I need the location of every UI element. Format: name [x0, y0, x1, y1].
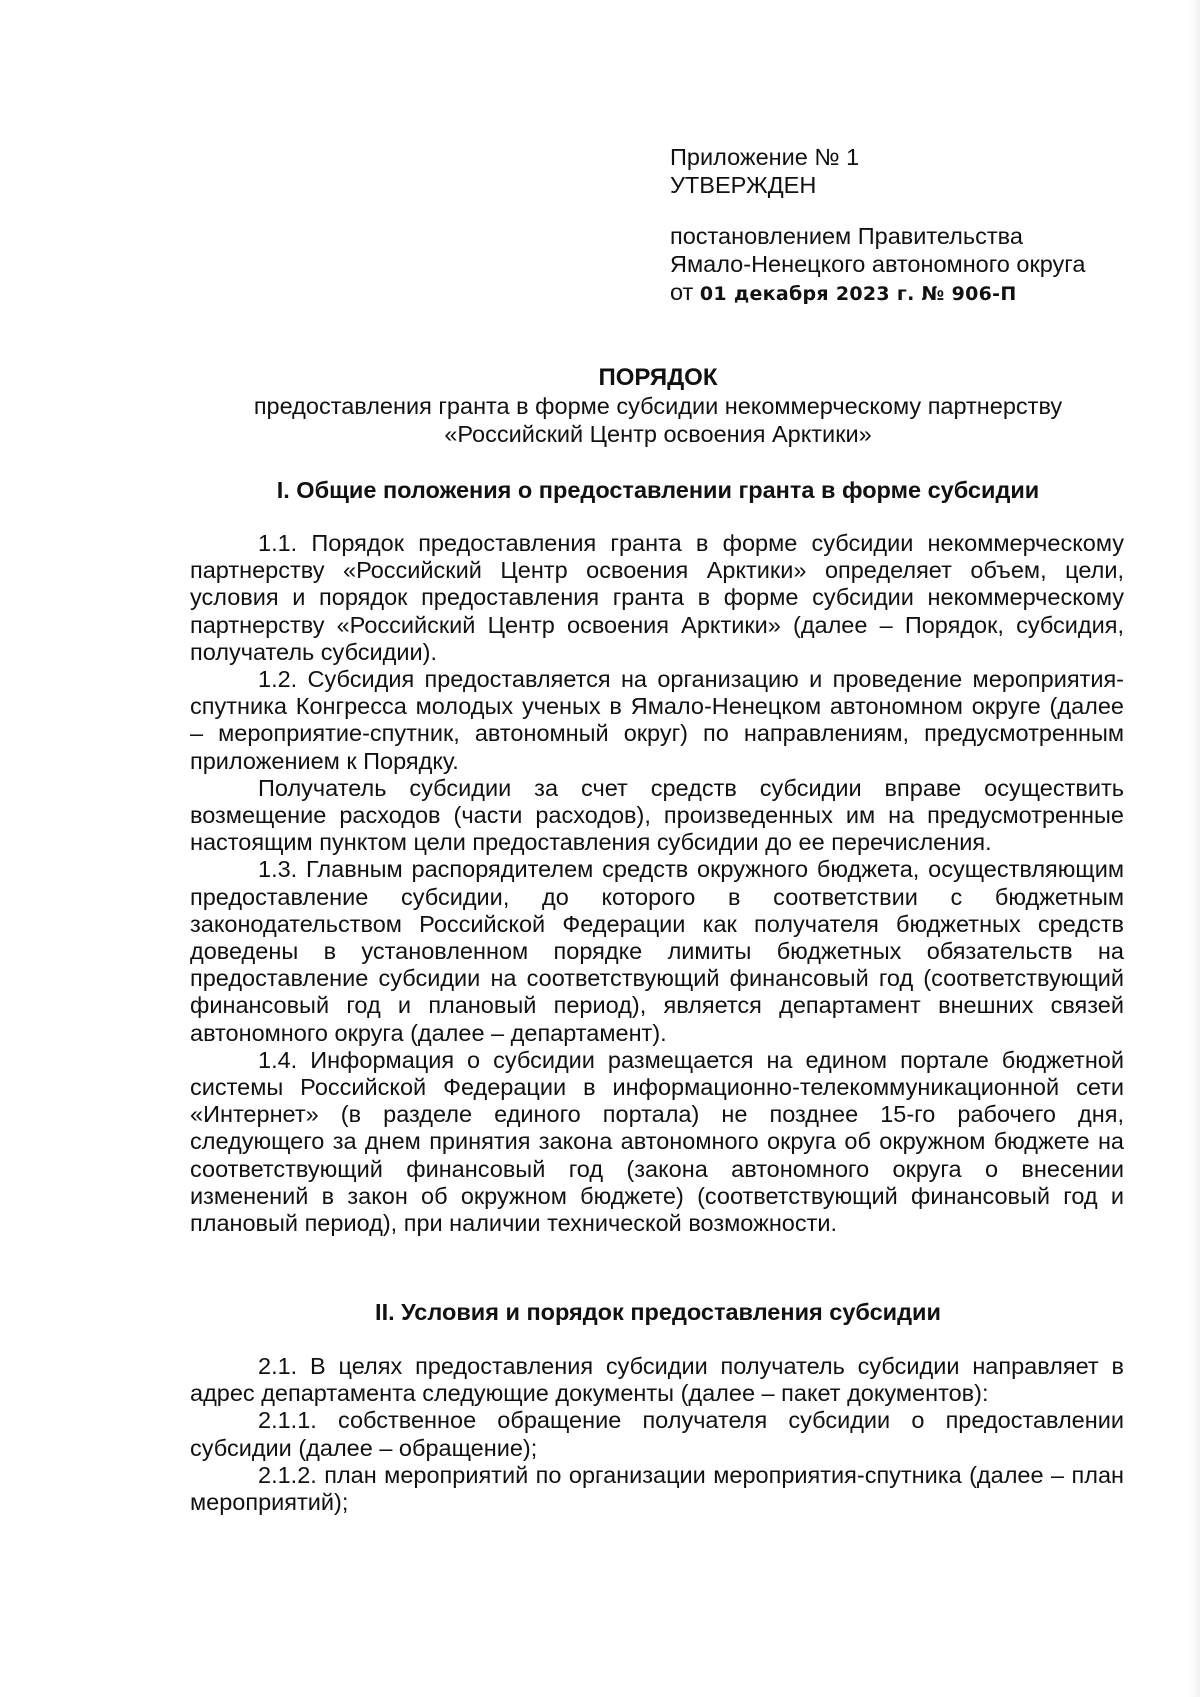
section-1-heading: I. Общие положения о предоставлении гранта в форме субсидии [276, 477, 1040, 503]
date-prefix: от [670, 279, 694, 305]
resolution-date-line [670, 278, 1170, 308]
resolution-date-stamp: 01 декабря 2023 г. № 906-П [699, 283, 1017, 305]
paragraph-1-1: 1.1. Порядок предоставления гранта в форме субсидии некоммерческому партнерству «Российский Центр освоения Арктики» определяет объем, цели, условия и порядок предоставления гранта в форме субсидии некоммерческому партнерству «Российский Центр освоения Арктики» (далее – Порядок, субсидия, получатель субсидии). [190, 530, 1124, 665]
paragraph-2-1: 2.1. В целях предоставления субсидии получатель субсидии направляет в адрес департамента следующие документы (далее – пакет документов): [190, 1353, 1124, 1407]
title-subtitle-2: «Российский Центр освоения Арктики» [444, 421, 872, 447]
title-subtitle-1: предоставления гранта в форме субсидии некоммерческому партнерству [253, 393, 1063, 419]
scan-edge-shadow [1190, 0, 1200, 1697]
paragraph-1-4: 1.4. Информация о субсидии размещается на едином портале бюджетной системы Российской Федерации в информационно-телекоммуникационной сети «Интернет» (в разделе единого портала) не позднее 15-го рабочего дня, следующего за днем принятия закона автономного округа об окружном бюджете на соответствующий финансовый год (закона автономного округа о внесении изменений в закон об окружном бюджете) (соответствующий финансовый год и плановый период), при наличии технической возможности. [190, 1046, 1124, 1237]
paragraph-2-1-2: 2.1.2. план мероприятий по организации мероприятия-спутника (далее – план мероприятий); [190, 1461, 1124, 1516]
approval-gap [670, 199, 1170, 222]
section-1-body [190, 530, 1124, 1237]
appendix-number: Приложение № 1 [670, 144, 860, 170]
title-main: ПОРЯДОК [598, 364, 718, 391]
resolution-label: постановлением Правительства [670, 223, 1023, 249]
section-2-body [190, 1353, 1124, 1516]
paragraph-1-2-reimbursement: Получатель субсидии за счет средств субсидии вправе осуществить возмещение расходов (части расходов), произведенных им на предусмотренные настоящим пунктом цели предоставления субсидии до ее перечисления. [190, 774, 1124, 856]
paragraph-2-1-1: 2.1.1. собственное обращение получателя субсидии о предоставлении субсидии (далее – обращение); [190, 1407, 1124, 1461]
approved-label: УТВЕРЖДЕН [670, 172, 817, 198]
paragraph-1-2: 1.2. Субсидия предоставляется на организацию и проведение мероприятия-спутника Конгресса молодых ученых в Ямало-Ненецком автономном округе (далее – мероприятие-спутник, автономный округ) по направлениям, предусмотренным приложением к Порядку. [190, 666, 1124, 774]
paragraph-1-3: 1.3. Главным распорядителем средств окружного бюджета, осуществляющим предоставление субсидии, до которого в соответствии с бюджетным законодательством Российской Федерации как получателя бюджетных средств доведены в установленном порядке лимиты бюджетных обязательств на предоставление субсидии на соответствующий финансовый год (соответствующий финансовый год и плановый период), является департамент внешних связей автономного округа (далее – департамент). [190, 856, 1124, 1046]
government-name: Ямало-Ненецкого автономного округа [670, 251, 1086, 277]
approval-block [670, 143, 1170, 308]
document-title [0, 364, 1200, 448]
section-2-heading: II. Условия и порядок предоставления субсидии [375, 1299, 941, 1325]
